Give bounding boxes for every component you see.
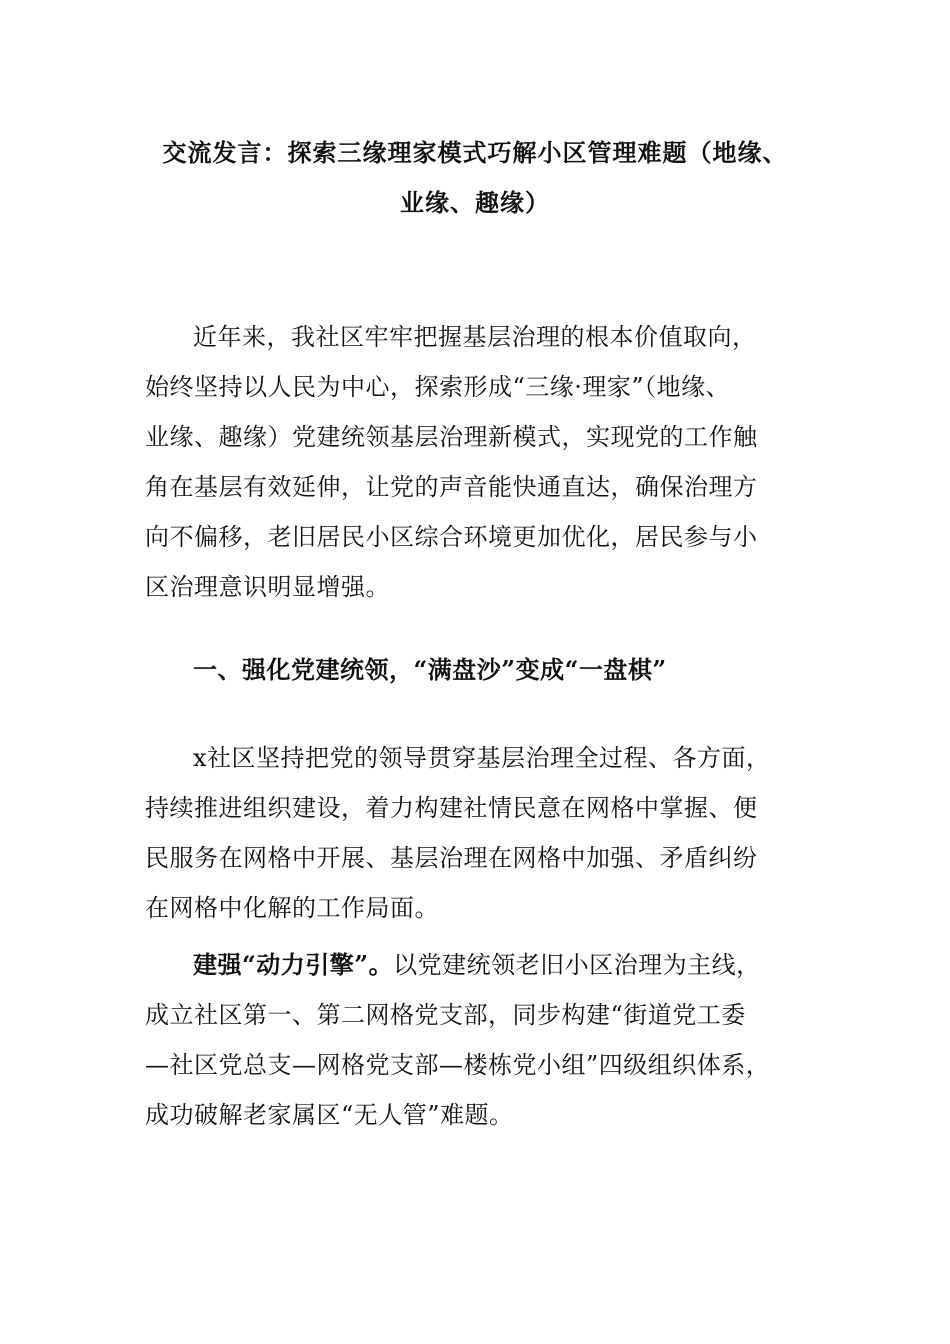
paragraph-line: 持续推进组织建设，着力构建社情民意在网格中掌握、便 [145, 794, 758, 822]
intro-paragraph [145, 312, 805, 612]
paragraph-line: —社区党总支—网格党支部—楼栋党小组”四级组织体系， [145, 1051, 771, 1079]
paragraph-line: 成立社区第一、第二网格党支部，同步构建“街道党工委 [145, 1001, 746, 1029]
section-1-heading: 一、强化党建统领，“满盘沙”变成“一盘棋” [193, 655, 667, 684]
paragraph-line: 在网格中化解的工作局面。 [145, 894, 439, 922]
paragraph-line: x社区坚持把党的领导贯穿基层治理全过程、各方面， [193, 744, 771, 772]
paragraph-line: 成功破解老家属区“无人管”难题。 [145, 1101, 514, 1129]
title-line-2: 业缘、趣缘） [400, 188, 550, 217]
paragraph-first-line [145, 940, 805, 990]
intro-line: 区治理意识明显增强。 [145, 573, 390, 601]
section-1-paragraph-1 [145, 733, 805, 933]
intro-line: 业缘、趣缘）党建统领基层治理新模式，实现党的工作触 [145, 423, 758, 451]
title-line-1: 交流发言：探索三缘理家模式巧解小区管理难题（地缘、 [162, 138, 788, 167]
paragraph-lead: 建强“动力引擎”。 [193, 950, 394, 979]
document-title [100, 128, 850, 228]
paragraph-line: 民服务在网格中开展、基层治理在网格中加强、矛盾纠纷 [145, 844, 758, 872]
intro-line: 始终坚持以人民为中心，探索形成“三缘·理家”（地缘、 [145, 373, 731, 401]
intro-line: 近年来，我社区牢牢把握基层治理的根本价值取向， [193, 323, 757, 351]
intro-line: 角在基层有效延伸，让党的声音能快通直达，确保治理方 [145, 473, 758, 501]
section-1-paragraph-2 [145, 940, 805, 1140]
paragraph-first-rest: 以党建统领老旧小区治理为主线， [393, 951, 761, 979]
intro-line: 向不偏移，老旧居民小区综合环境更加优化，居民参与小 [145, 523, 758, 551]
